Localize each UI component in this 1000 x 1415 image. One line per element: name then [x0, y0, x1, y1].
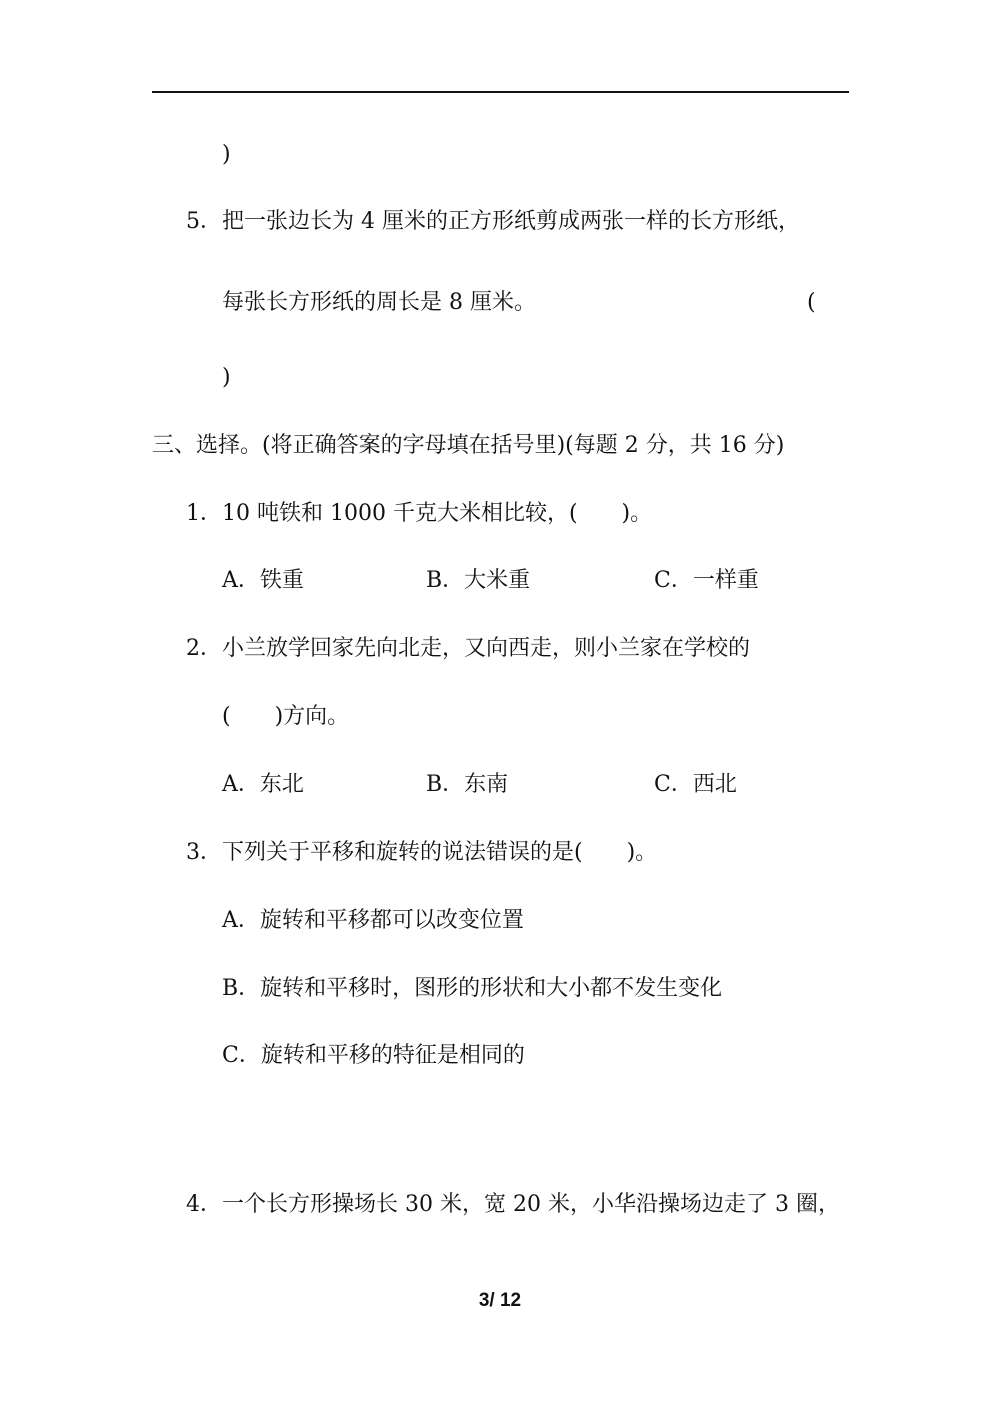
choice4-stem: 4．一个长方形操场长 30 米，宽 20 米，小华沿操场边走了 3 圈， — [186, 1192, 840, 1217]
choice2-option-b: B．东南 — [426, 772, 509, 797]
page-number: 3/ 12 — [478, 1290, 522, 1311]
choice3-stem: 3．下列关于平移和旋转的说法错误的是( )。 — [186, 840, 658, 865]
header-rule — [152, 91, 849, 93]
choice1-option-a: A．铁重 — [222, 568, 304, 593]
q5-line1: 5．把一张边长为 4 厘米的正方形纸剪成两张一样的长方形纸， — [186, 209, 800, 234]
section3-heading: 三、选择。(将正确答案的字母填在括号里)(每题 2 分，共 16 分) — [152, 433, 785, 458]
choice1-option-b: B．大米重 — [426, 568, 531, 593]
choice1-option-c: C．一样重 — [654, 568, 759, 593]
choice3-option-b: B．旋转和平移时，图形的形状和大小都不发生变化 — [222, 976, 723, 1001]
q5-line2: 每张长方形纸的周长是 8 厘米。 — [222, 290, 536, 315]
choice3-option-c: C．旋转和平移的特征是相同的 — [222, 1043, 525, 1068]
prev-question-close-paren: ) — [222, 142, 231, 167]
choice2-option-a: A．东北 — [222, 772, 304, 797]
choice2-stem-line1: 2．小兰放学回家先向北走，又向西走，则小兰家在学校的 — [186, 636, 750, 661]
choice1-stem: 1．10 吨铁和 1000 千克大米相比较，( )。 — [186, 501, 653, 526]
q5-open-paren: ( — [807, 290, 816, 315]
choice2-option-c: C．西北 — [654, 772, 737, 797]
choice2-stem-line2: ( )方向。 — [222, 704, 350, 729]
q5-close-paren: ) — [222, 365, 231, 390]
choice3-option-a: A．旋转和平移都可以改变位置 — [222, 908, 524, 933]
